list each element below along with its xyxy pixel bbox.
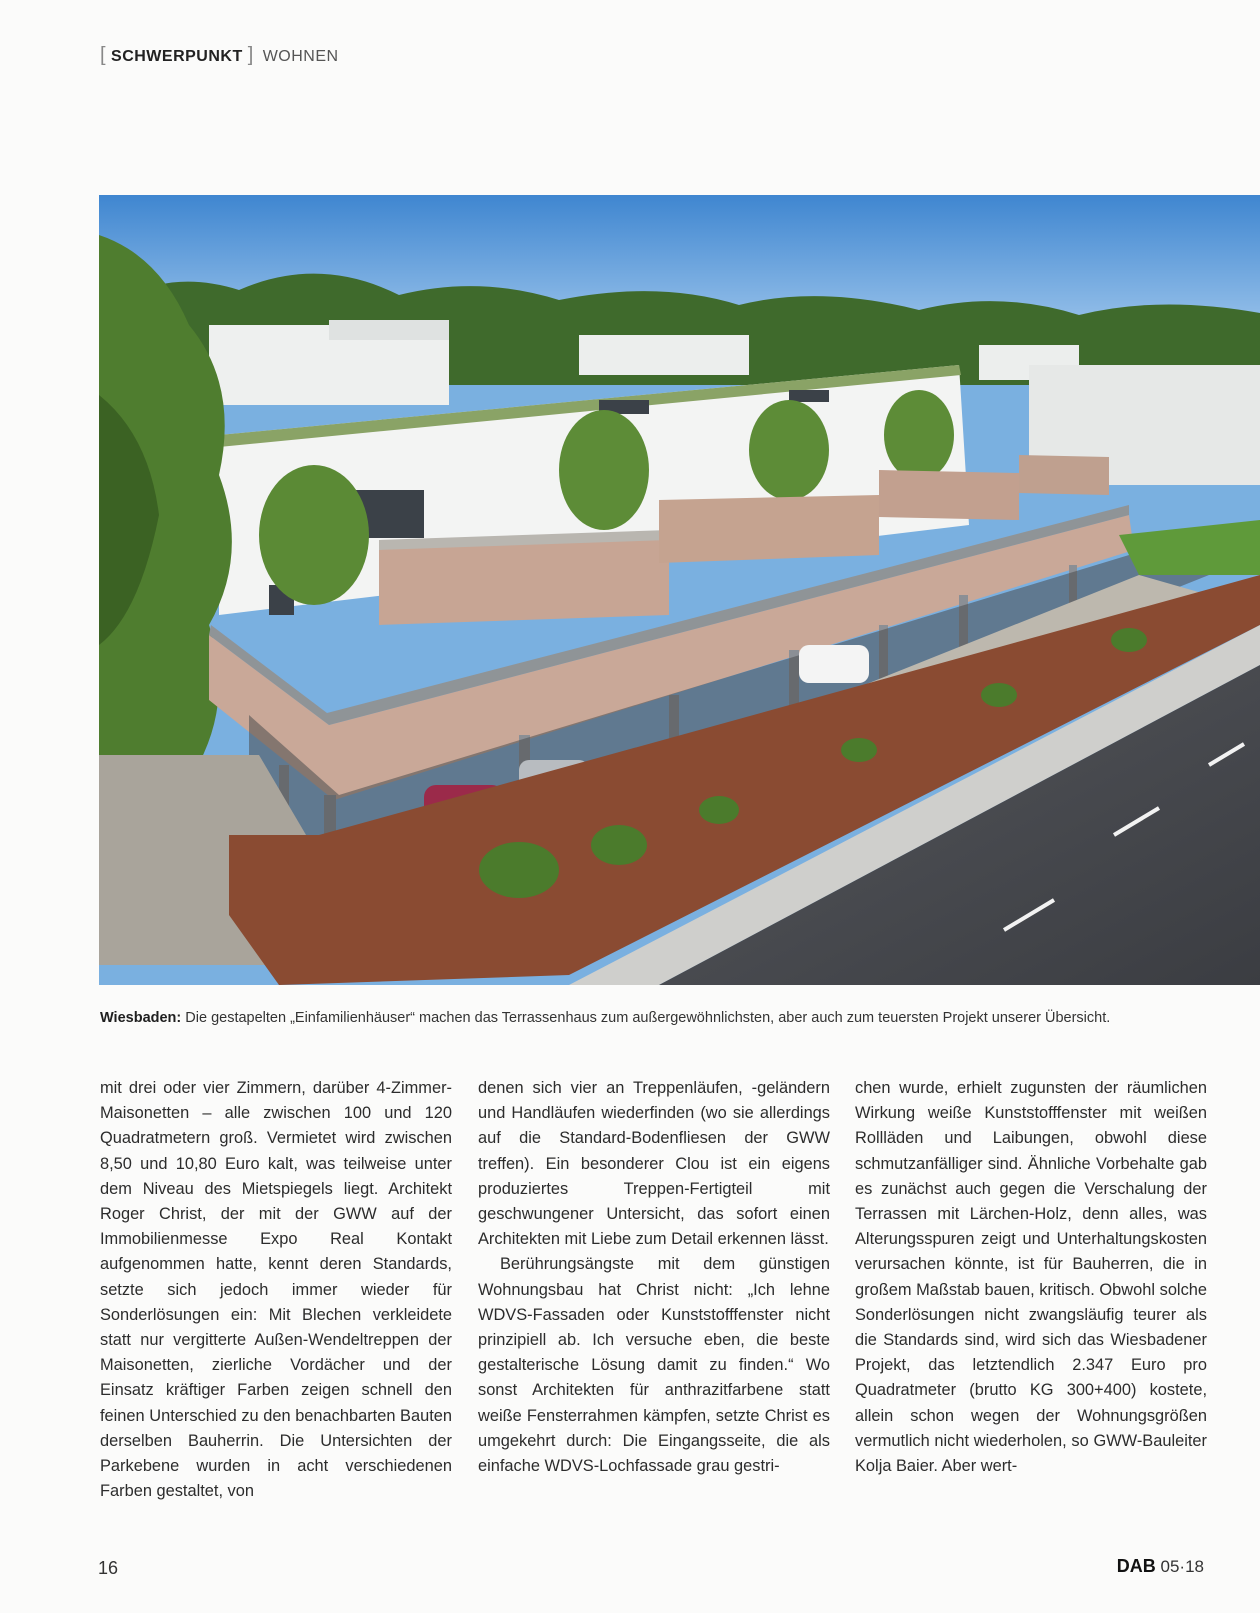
photo-caption [100,1008,1220,1028]
text-column-1 [100,1076,452,1504]
paragraph: chen wurde, erhielt zugunsten der räumlichen Wirkung weiße Kunststofffenster mit weißen Rollläden und Laibungen, obwohl diese schmutzanfälliger sind. Ähnliche Vorbehalte gab es zunächst auch gegen die Verschalung der Terrassen mit Lärchen-Holz, denn alles, was Alterungsspuren zeigt und Unterhaltungskosten verursachen könnte, ist für Bauherren, die in großem Maßstab bauen, kritisch. Obwohl solche Sonderlösungen nicht zwangsläufig teurer als die Standards sind, wird sich das Wiesbadener Projekt, das letztendlich 2.347 Euro pro Quadratmeter (brutto KG 300+400) kostete, allein schon wegen der Wohnungsgrößen vermutlich nicht wiederholen, so GWW-Bauleiter Kolja Baier. Aber wert- [855,1079,1207,1476]
section-header [100,44,339,67]
terrace-house-photo [99,195,1260,985]
caption-place: Wiesbaden: [100,1010,182,1026]
paragraph: Berührungsängste mit dem günstigen Wohnungsbau hat Christ nicht: „Ich lehne WDVS-Fassaden oder Kunststofffenster nicht prinzipiell ab. Ich versuche eben, die beste gestalterische Lösung damit zu finden.“ Wo sonst Architekten für anthrazitfarbene statt weiße Fensterrahmen kämpfen, setzte Christ es umgekehrt durch: Die Eingangsseite, die als einfache WDVS-Lochfassade grau gestri- [478,1255,830,1476]
page-number: 16 [98,1558,119,1578]
paragraph: denen sich vier an Treppenläufen, -geländern und Handläufen wiederfinden (wo sie allerdings auf die Standard-Bodenfliesen der GWW treffen). Ein besonderer Clou ist ein eigens produziertes Treppen-Fertigteil mit geschwungener Untersicht, das sofort einen Architekten mit Liebe zum Detail erkennen lässt. [478,1079,830,1249]
issue-number: 05·18 [1160,1557,1204,1576]
kicker: SCHWERPUNKT [111,48,243,65]
text-column-3 [855,1076,1207,1479]
bracket-close: ] [247,44,254,66]
bracket-open: [ [100,44,107,66]
paragraph: mit drei oder vier Zimmern, darüber 4-Zimmer-Maisonetten – alle zwischen 100 und 120 Quadratmetern groß. Vermietet wird zwischen 8,50 und 10,80 Euro kalt, was teilweise unter dem Niveau des Mietspiegels liegt. Architekt Roger Christ, der mit der GWW auf der Immobilienmesse Expo Real Kontakt aufgenommen hatte, kennt deren Standards, setzte sich jedoch immer wieder für Sonderlösungen ein: Mit Blechen verkleidete statt nur vergitterte Außen-Wendeltreppen der Maisonetten, zierliche Vordächer und der Einsatz kräftiger Farben zeigen schnell den feinen Unterschied zu den benachbarten Bauten derselben Bauherrin. Die Untersichten der Parkebene wurden in acht verschiedenen Farben gestaltet, von [100,1079,452,1501]
magazine-name: DAB [1116,1556,1156,1576]
text-column-2 [478,1076,830,1479]
photo-terrace-house-wiesbaden-icon [99,195,1260,985]
section-name: WOHNEN [262,48,339,65]
caption-text: Die gestapelten „Einfamilienhäuser“ machen das Terrassenhaus zum außergewöhnlichsten, aber auch zum teuersten Projekt unserer Übersicht. [185,1010,1111,1026]
magazine-footer [1117,1556,1204,1577]
